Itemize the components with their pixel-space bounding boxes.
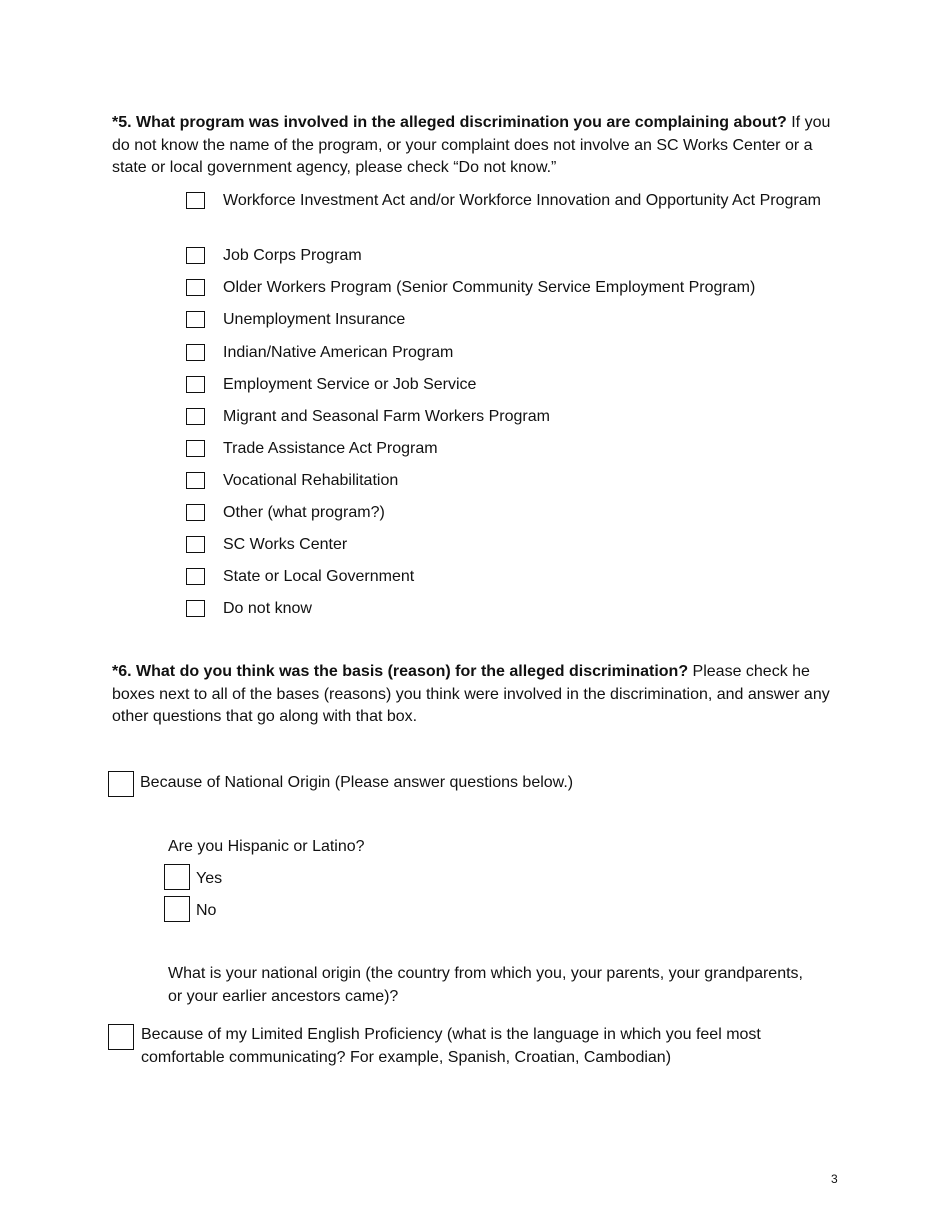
program-option-label: Other (what program?)	[223, 504, 385, 521]
checkbox[interactable]	[186, 440, 205, 457]
question-6	[112, 661, 832, 729]
program-option[interactable]	[186, 276, 826, 299]
page-number: 3	[831, 1172, 838, 1186]
program-option[interactable]	[186, 405, 826, 428]
hispanic-question: Are you Hispanic or Latino?	[168, 838, 365, 855]
checkbox[interactable]	[186, 279, 205, 296]
hispanic-no-label: No	[196, 902, 217, 919]
program-option[interactable]	[186, 565, 826, 588]
checkbox[interactable]	[186, 376, 205, 393]
checkbox[interactable]	[186, 247, 205, 264]
program-option-label: Vocational Rehabilitation	[223, 472, 399, 489]
hispanic-no-checkbox[interactable]	[164, 896, 190, 922]
program-option-label: Do not know	[223, 600, 312, 617]
question-6-instructions: Please check he boxes next to all of the bases (reasons) you think were involved in the discrimination, and answer any other questions that go along with that box.	[112, 663, 830, 725]
hispanic-yes-label: Yes	[196, 870, 223, 887]
checkbox[interactable]	[186, 311, 205, 328]
checkbox[interactable]	[186, 408, 205, 425]
program-option[interactable]	[186, 308, 826, 331]
program-option-label: Trade Assistance Act Program	[223, 440, 438, 457]
lep-checkbox[interactable]	[108, 1024, 134, 1050]
checkbox[interactable]	[186, 344, 205, 361]
program-option-label: Unemployment Insurance	[223, 311, 406, 328]
checkbox[interactable]	[186, 600, 205, 617]
checkbox[interactable]	[186, 568, 205, 585]
lep-label: Because of my Limited English Proficiency (what is the language in which you feel most comfortable communicating? For example, Spanish, Croatian, Cambodian)	[141, 1026, 761, 1066]
question-5	[112, 112, 832, 180]
program-option-label: Workforce Investment Act and/or Workforce Innovation and Opportunity Act Program	[223, 192, 821, 209]
national-origin-label: Because of National Origin (Please answer questions below.)	[140, 774, 574, 791]
program-option[interactable]	[186, 373, 826, 396]
program-option-label: Employment Service or Job Service	[223, 376, 477, 393]
checkbox[interactable]	[186, 504, 205, 521]
program-option-label: Migrant and Seasonal Farm Workers Program	[223, 408, 550, 425]
program-option[interactable]	[186, 437, 826, 460]
program-option[interactable]	[186, 189, 826, 212]
checkbox[interactable]	[186, 192, 205, 209]
program-option[interactable]	[186, 533, 826, 556]
program-option-label: State or Local Government	[223, 568, 415, 585]
question-6-title: *6. What do you think was the basis (reason) for the alleged discrimination?	[112, 663, 689, 680]
program-option-label: Job Corps Program	[223, 247, 362, 264]
program-option[interactable]	[186, 597, 826, 620]
program-option[interactable]	[186, 501, 826, 524]
national-origin-question: What is your national origin (the country from which you, your parents, your grandparents, or your earlier ancestors came)?	[168, 965, 803, 1005]
checkbox[interactable]	[186, 472, 205, 489]
program-option-label: SC Works Center	[223, 536, 348, 553]
program-option[interactable]	[186, 341, 826, 364]
national-origin-checkbox[interactable]	[108, 771, 134, 797]
program-option[interactable]	[186, 244, 826, 267]
hispanic-yes-checkbox[interactable]	[164, 864, 190, 890]
checkbox[interactable]	[186, 536, 205, 553]
question-5-title: *5. What program was involved in the alleged discrimination you are complaining about?	[112, 114, 787, 131]
question-5-instructions: If you do not know the name of the program, or your complaint does not involve an SC Works Center or a state or local government agency, please check “Do not know.”	[112, 114, 831, 176]
program-option[interactable]	[186, 469, 826, 492]
program-option-label: Indian/Native American Program	[223, 344, 454, 361]
program-option-label: Older Workers Program (Senior Community Service Employment Program)	[223, 279, 756, 296]
